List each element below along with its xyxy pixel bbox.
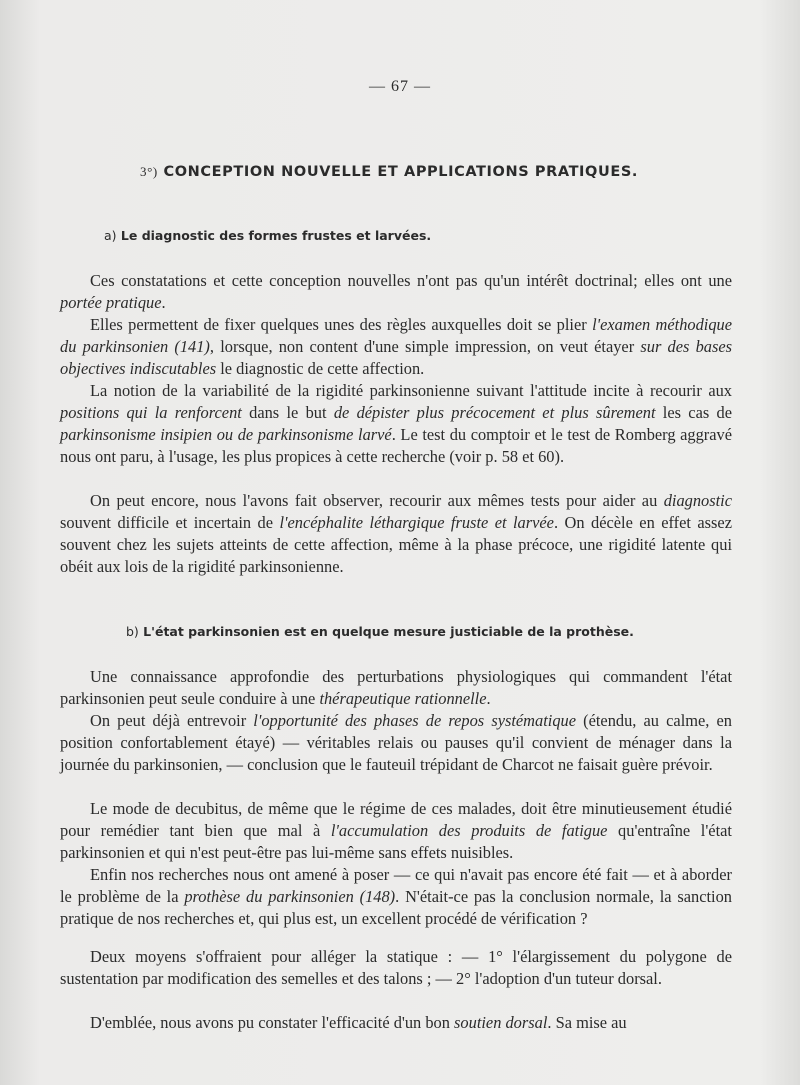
text-run: , lorsque, non content d'une simple impression, on veut étayer [209, 337, 641, 356]
subsection-b-title: L'état parkinsonien est en quelque mesure justiciable de la prothèse. [143, 624, 634, 639]
subsection-b-label: b) [126, 624, 139, 639]
italic-emphasis: diagnostic [663, 491, 732, 510]
text-run: (étendu, au calme, en position confortablement étayé) — véritables relais ou pauses qu'il convient de ménager dans la journée du parkinsonien, — conclusion que le fauteuil trépidant de Charcot ne faisait guère prévoir. [60, 711, 732, 774]
text-run: le diagnostic de cette affection. [216, 359, 425, 378]
text-run: La notion de la variabilité de la rigidité parkinsonienne suivant l'attitude incite à recourir aux [90, 381, 732, 400]
italic-emphasis: sur des bases objectives indiscutables [60, 337, 732, 378]
page-number: — 67 — [369, 78, 431, 95]
subsection-b-heading [126, 624, 634, 639]
italic-emphasis: parkinsonisme insipien ou de parkinsonisme larvé [60, 425, 392, 444]
italic-emphasis: prothèse du parkinsonien (148) [184, 887, 396, 906]
italic-emphasis: l'opportunité des phases de repos systématique [253, 711, 576, 730]
paragraph [60, 710, 732, 776]
text-run: . N'était-ce pas la conclusion normale, la sanction pratique de nos recherches et, qui plus est, un excellent procédé de vérification ? [60, 887, 732, 928]
paragraph [60, 270, 732, 314]
italic-emphasis: l'encéphalite léthargique fruste et larvée [279, 513, 554, 532]
subsection-a-label: a) [104, 228, 117, 243]
text-run: dans le but [241, 403, 334, 422]
section-title: CONCEPTION NOUVELLE ET APPLICATIONS PRATIQUES. [163, 164, 639, 180]
text-run: . On décèle en effet assez souvent chez les sujets atteints de cette affection, même à la phase précoce, une rigidité latente qui obéit aux lois de la rigidité parkinsonienne. [60, 513, 732, 576]
text-run: souvent difficile et incertain de [60, 513, 280, 532]
paragraph [60, 1012, 732, 1034]
italic-emphasis: positions qui la renforcent [60, 403, 242, 422]
text-run: . Sa mise au [547, 1013, 627, 1032]
text-run: les cas de [655, 403, 732, 422]
text-run: Le mode de decubitus, de même que le régime de ces malades, doit être minutieusement étudié pour remédier tant bien que mal à [60, 799, 732, 840]
italic-emphasis: l'accumulation des produits de fatigue [330, 821, 608, 840]
section-heading [140, 164, 660, 180]
section-number: 3°) [140, 164, 158, 179]
text-run: qu'entraîne l'état parkinsonien et qui n'est peut-être pas lui-même sans effets nuisibles. [60, 821, 732, 862]
paragraph [60, 864, 732, 930]
italic-emphasis: soutien dorsal [454, 1013, 548, 1032]
paragraph [60, 946, 732, 990]
italic-emphasis: thérapeutique rationnelle [319, 689, 487, 708]
subsection-a-heading [104, 228, 431, 243]
paragraph [60, 666, 732, 710]
paragraph [60, 380, 732, 468]
text-run: Elles permettent de fixer quelques unes des règles auxquelles doit se plier [90, 315, 593, 334]
text-run: On peut encore, nous l'avons fait observer, recourir aux mêmes tests pour aider au [90, 491, 664, 510]
italic-emphasis: de dépister plus précocement et plus sûrement [333, 403, 656, 422]
text-run: Enfin nos recherches nous ont amené à poser — ce qui n'avait pas encore été fait — et à aborder le problème de la [60, 865, 732, 906]
paragraph [60, 798, 732, 864]
italic-emphasis: l'examen méthodique du parkinsonien (141) [60, 315, 732, 356]
text-run: Une connaissance approfondie des perturbations physiologiques qui commandent l'état parkinsonien peut seule conduire à une [60, 667, 732, 708]
text-run: D'emblée, nous avons pu constater l'efficacité d'un bon [90, 1013, 455, 1032]
text-run: Deux moyens s'offraient pour alléger la statique : — 1° l'élargissement du polygone de sustentation par modification des semelles et des talons ; — 2° l'adoption d'un tuteur dorsal. [60, 947, 732, 988]
text-run: . [486, 689, 491, 708]
italic-emphasis: portée pratique [60, 293, 162, 312]
paragraph [60, 314, 732, 380]
text-run: On peut déjà entrevoir [90, 711, 254, 730]
paragraph [60, 490, 732, 578]
text-run: Ces constatations et cette conception nouvelles n'ont pas qu'un intérêt doctrinal; elles ont une [90, 271, 732, 290]
subsection-a-title: Le diagnostic des formes frustes et larvées. [120, 228, 432, 243]
text-run: . Le test du comptoir et le test de Romberg aggravé nous ont paru, à l'usage, les plus propices à cette recherche (voir p. 58 et 60). [60, 425, 732, 466]
text-run: . [161, 293, 166, 312]
